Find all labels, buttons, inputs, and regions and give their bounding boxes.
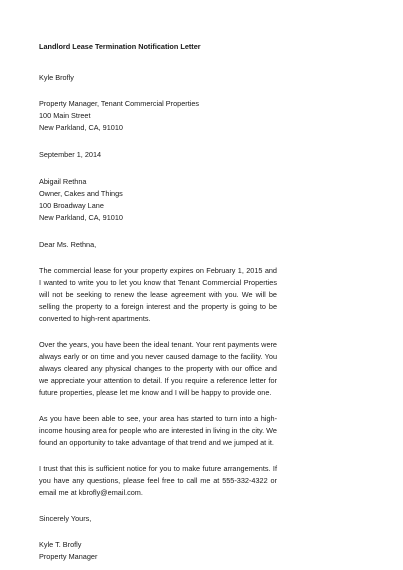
body-paragraph: Over the years, you have been the ideal tenant. Your rent payments were always early or on time and you never caused damage to the facility. You always cleared any physical changes to the property with our office and we appreciate your attention to detail. If you require a reference letter for future properties, please let me know and I will be happy to provide one. [39,340,277,397]
letter-title: Landlord Lease Termination Notification Letter [39,42,201,51]
recipient-block [39,176,277,224]
sender-name: Kyle Brofly [39,73,74,82]
recipient-line: New Parkland, CA, 91010 [39,213,123,222]
letter-date [39,149,277,161]
salutation [39,239,277,251]
body-paragraph: As you have been able to see, your area has started to turn into a high-income housing area for people who are interested in living in the city. We found an opportunity to take advantage of that trend and we jumped at it. [39,414,277,447]
recipient-line: 100 Broadway Lane [39,201,104,210]
body-paragraph: I trust that this is sufficient notice for you to make future arrangements. If you have any questions, please feel free to call me at 555-332-4322 or email me at kbrofly@email.com. [39,464,277,497]
sender-address-line: 100 Main Street [39,111,91,120]
date-text: September 1, 2014 [39,150,102,159]
sender-address-line: Property Manager, Tenant Commercial Properties [39,99,200,108]
body-paragraph: The commercial lease for your property expires on February 1, 2015 and I wanted to write you to let you know that Tenant Commercial Properties will not be seeking to renew the lease agreement with you. We will be selling the property to a foreign interest and the property is going to be converted to high-rent apartments. [39,266,277,323]
closing [39,513,277,525]
sender-block [39,72,277,84]
signature-block [39,539,277,563]
signature-title: Property Manager [39,552,98,561]
closing-text: Sincerely Yours, [39,514,92,523]
signature-name: Kyle T. Brofly [39,540,82,549]
recipient-line: Owner, Cakes and Things [39,189,123,198]
sender-address-line: New Parkland, CA, 91010 [39,123,123,132]
recipient-line: Abigail Rethna [39,177,87,186]
sender-address [39,98,277,134]
salutation-text: Dear Ms. Rethna, [39,240,97,249]
